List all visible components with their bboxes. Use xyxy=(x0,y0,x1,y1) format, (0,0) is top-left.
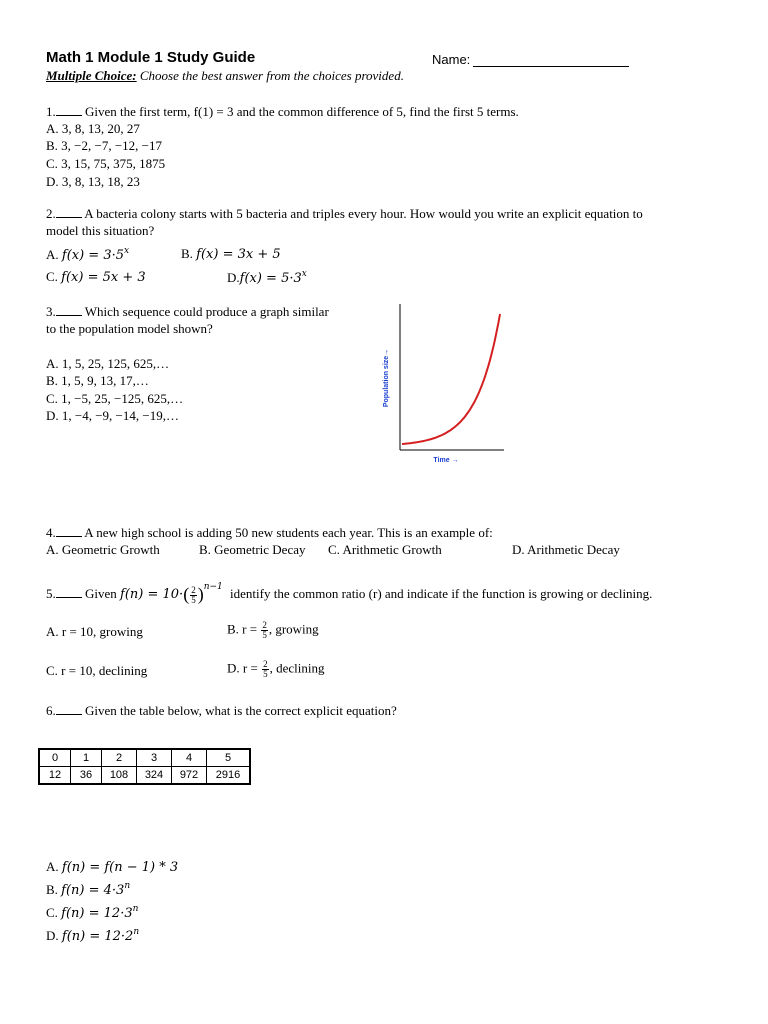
question-6 xyxy=(46,703,397,719)
q3-option-b: B. 1, 5, 9, 13, 17,… xyxy=(46,373,149,388)
q2-answer-blank[interactable] xyxy=(56,206,82,218)
q2-text-line2: model this situation? xyxy=(46,223,155,238)
q6-option-c xyxy=(46,904,138,921)
q5-expr: f(n) = 10· xyxy=(120,587,184,602)
q3-text-line2: to the population model shown? xyxy=(46,321,213,336)
q2-d-expr: f(x) = 5·3 xyxy=(239,271,302,286)
q5-given: Given xyxy=(85,586,117,601)
q1-option-d: D. 3, 8, 13, 18, 23 xyxy=(46,174,140,189)
page-title: Math 1 Module 1 Study Guide xyxy=(46,49,256,66)
q6-option-d xyxy=(46,927,139,944)
q6-d-label: D. xyxy=(46,928,59,943)
q2-text-line1: A bacteria colony starts with 5 bacteria and triples every hour. How would you write an explicit equation to xyxy=(84,206,643,221)
q5-d-frac-den: 5 xyxy=(263,669,268,679)
mc-label: Multiple Choice: xyxy=(46,68,137,83)
q4-option-a: A. Geometric Growth xyxy=(46,542,160,557)
table-cell: 4 xyxy=(172,749,207,767)
q2-c-expr: f(x) = 5x + 3 xyxy=(61,270,146,285)
chart-x-label: Time → xyxy=(433,457,459,464)
table-cell: 5 xyxy=(207,749,251,767)
table-cell: 108 xyxy=(102,767,137,785)
q2-c-label: C. xyxy=(46,269,58,284)
q5-d-frac-num: 2 xyxy=(263,659,268,669)
q3-option-a: A. 1, 5, 25, 125, 625,… xyxy=(46,356,170,371)
q5-d-prefix: D. r = xyxy=(227,660,262,676)
q3-text-line1: Which sequence could produce a graph similar xyxy=(84,304,329,319)
q5-frac-num: 2 xyxy=(191,584,196,595)
q6-number: 6. xyxy=(46,703,56,718)
q6-b-label: B. xyxy=(46,882,58,897)
q6-a-expr: f(n) = f(n − 1) * 3 xyxy=(61,860,179,875)
q1-text: Given the first term, f(1) = 3 and the common difference of 5, find the first 5 terms. xyxy=(85,104,519,119)
q1-option-b: B. 3, −2, −7, −12, −17 xyxy=(46,138,162,153)
q2-b-label: B. xyxy=(181,246,193,261)
q5-answer-blank[interactable] xyxy=(56,586,82,598)
q4-text: A new high school is adding 50 new students each year. This is an example of: xyxy=(84,525,493,540)
q5-option-a: A. r = 10, growing xyxy=(46,624,143,639)
table-cell: 324 xyxy=(137,767,172,785)
q5-b-frac-den: 5 xyxy=(262,630,267,640)
q3-option-d: D. 1, −4, −9, −14, −19,… xyxy=(46,408,179,423)
question-2 xyxy=(46,206,643,222)
question-3 xyxy=(46,304,329,320)
q3-number: 3. xyxy=(46,304,56,319)
chart-y-label: Population size→ xyxy=(383,348,390,408)
name-label: Name: xyxy=(432,52,471,67)
q2-d-label: D. xyxy=(227,270,240,285)
table-cell: 36 xyxy=(71,767,102,785)
q5-frac-den: 5 xyxy=(191,594,196,605)
q4-answer-blank[interactable] xyxy=(56,525,82,537)
q2-a-exp: x xyxy=(124,246,130,256)
population-chart xyxy=(376,298,516,470)
q5-text: identify the common ratio (r) and indicate if the function is growing or declining. xyxy=(230,586,653,601)
mc-instructions: Choose the best answer from the choices provided. xyxy=(139,68,404,83)
q1-option-a: A. 3, 8, 13, 20, 27 xyxy=(46,121,140,136)
q4-option-d: D. Arithmetic Decay xyxy=(512,542,620,557)
q5-option-c: C. r = 10, declining xyxy=(46,663,148,678)
q5-d-suffix: , declining xyxy=(269,660,325,676)
q5-option-b xyxy=(227,621,319,640)
chart-series-growth-line xyxy=(402,314,500,444)
table-row xyxy=(39,749,250,767)
table-cell: 12 xyxy=(39,767,71,785)
q6-data-table xyxy=(38,748,251,785)
q3-answer-blank[interactable] xyxy=(56,304,82,316)
q5-option-d xyxy=(227,660,324,679)
table-cell: 2 xyxy=(102,749,137,767)
q6-option-b xyxy=(46,881,130,898)
question-4 xyxy=(46,525,493,541)
q6-a-label: A. xyxy=(46,859,59,874)
q2-option-b xyxy=(181,246,281,262)
q2-a-label: A. xyxy=(46,247,59,262)
q5-d-fraction xyxy=(262,660,269,679)
q6-option-a xyxy=(46,859,178,875)
q4-option-c: C. Arithmetic Growth xyxy=(328,542,442,557)
q6-b-expr: f(n) = 4·3 xyxy=(61,883,125,898)
q6-text: Given the table below, what is the correct explicit equation? xyxy=(85,703,397,718)
q5-fraction xyxy=(190,586,197,605)
table-cell: 0 xyxy=(39,749,71,767)
q4-option-b: B. Geometric Decay xyxy=(199,542,306,557)
q3-option-c: C. 1, −5, 25, −125, 625,… xyxy=(46,391,184,406)
q5-b-suffix: , growing xyxy=(268,621,319,637)
q2-option-a xyxy=(46,246,129,263)
q6-d-expr: f(n) = 12·2 xyxy=(61,929,134,944)
q6-answer-blank[interactable] xyxy=(56,703,82,715)
q5-exponent: n−1 xyxy=(203,582,223,592)
q6-c-exp: n xyxy=(132,904,139,914)
q2-option-c xyxy=(46,269,146,285)
table-cell: 1 xyxy=(71,749,102,767)
q1-number: 1. xyxy=(46,104,56,119)
question-1 xyxy=(46,104,519,120)
q6-b-exp: n xyxy=(124,881,131,891)
table-cell: 2916 xyxy=(207,767,251,785)
q1-option-c: C. 3, 15, 75, 375, 1875 xyxy=(46,156,166,171)
q5-b-fraction xyxy=(261,621,268,640)
q4-number: 4. xyxy=(46,525,56,540)
q1-answer-blank[interactable] xyxy=(56,104,82,116)
q5-b-frac-num: 2 xyxy=(262,620,267,630)
q6-c-label: C. xyxy=(46,905,58,920)
table-cell: 972 xyxy=(172,767,207,785)
q2-option-d xyxy=(227,269,307,286)
name-blank-line[interactable] xyxy=(473,54,629,67)
q6-c-expr: f(n) = 12·3 xyxy=(61,906,133,921)
instructions xyxy=(46,68,404,84)
q2-d-exp: x xyxy=(301,269,307,279)
q2-a-expr: f(x) = 3·5 xyxy=(61,248,125,263)
q5-b-prefix: B. r = xyxy=(227,621,261,637)
q2-number: 2. xyxy=(46,206,56,221)
table-row xyxy=(39,767,250,785)
q5-number: 5. xyxy=(46,586,56,601)
q6-d-exp: n xyxy=(133,927,140,937)
q2-b-expr: f(x) = 3x + 5 xyxy=(196,247,281,262)
question-5: 5. Given f(n) = 10·( $\frac{2}{5}$ )$^{n-1}$ identify the common ratio (r) and indicate if the function is growing or declining. xyxy=(46,582,653,605)
name-field[interactable] xyxy=(432,52,629,67)
table-cell: 3 xyxy=(137,749,172,767)
